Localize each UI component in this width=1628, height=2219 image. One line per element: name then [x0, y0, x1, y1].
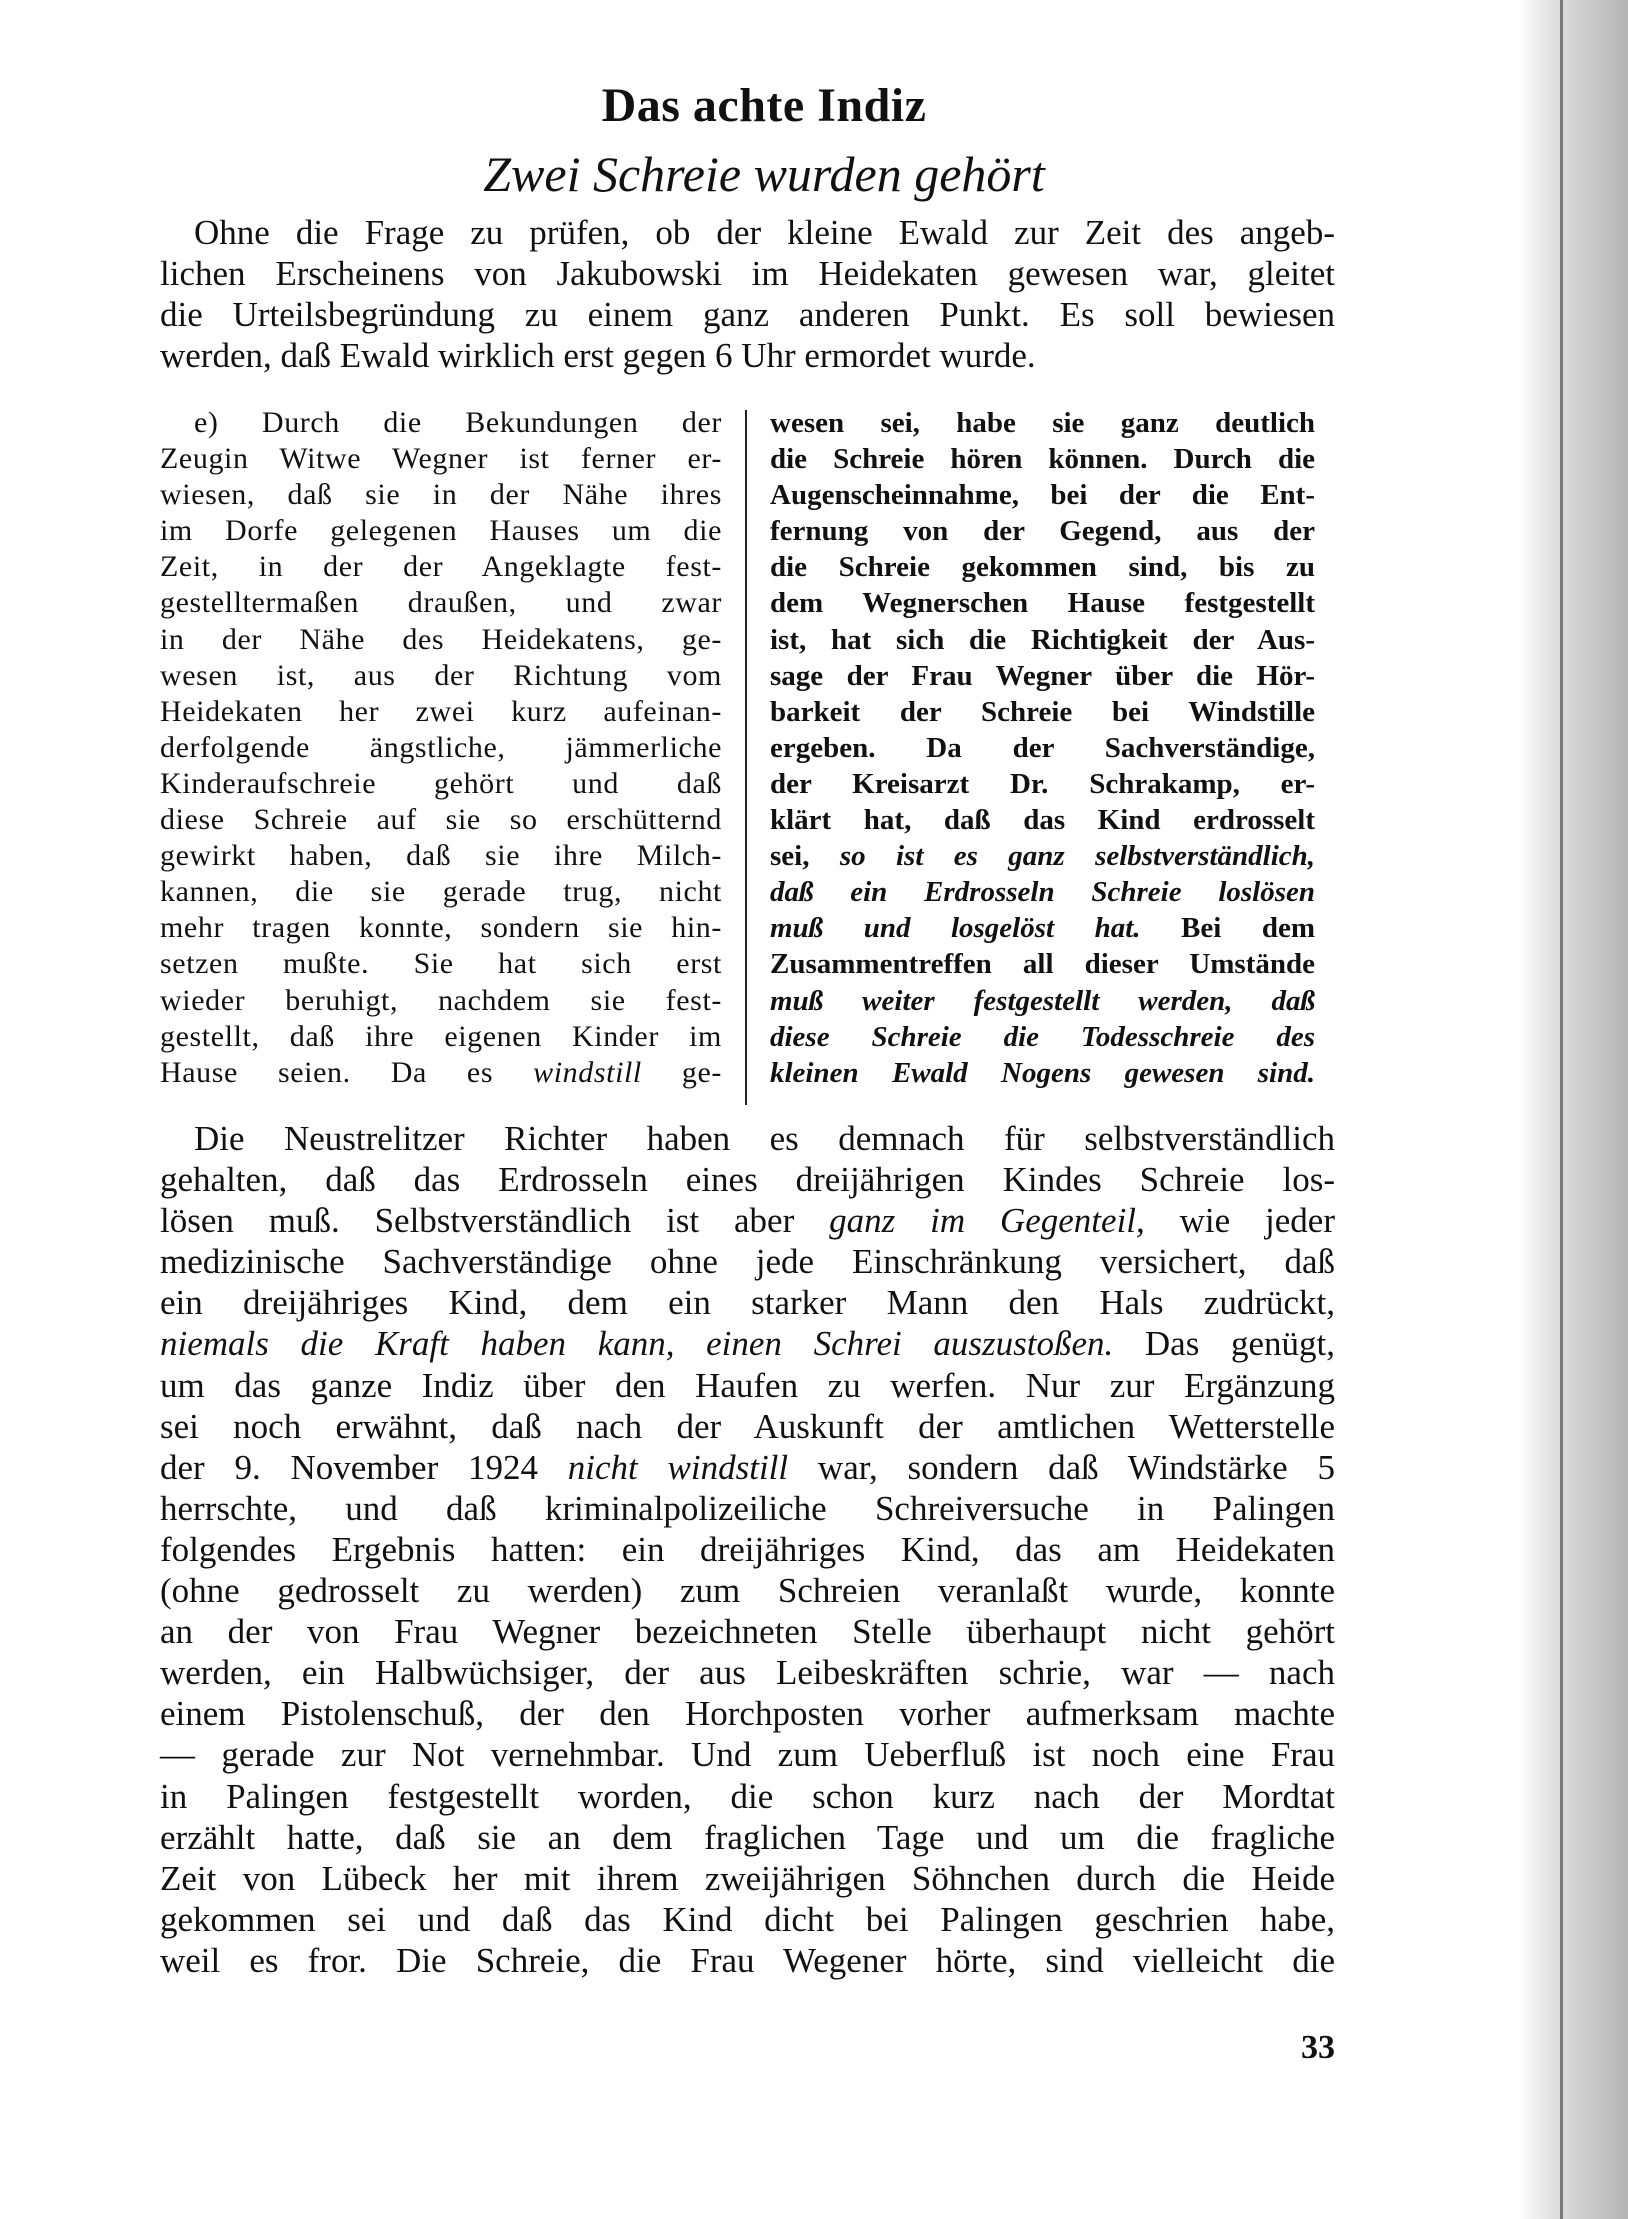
- quote-line: wesen sei, habe sie ganz deutlich: [770, 407, 1315, 439]
- body-line: Die Neustrelitzer Richter haben es demnach für selbstverständlich: [194, 1119, 1335, 1158]
- body-line: ein dreijähriges Kind, dem ein starker Mann den Hals zudrückt,: [160, 1283, 1335, 1323]
- body-line: (ohne gedrosselt zu werden) zum Schreien veranlaßt wurde, konnte: [160, 1571, 1335, 1611]
- body-line: weil es fror. Die Schreie, die Frau Wegener hörte, sind vielleicht die: [160, 1940, 1335, 1980]
- body-line: sei noch erwähnt, daß nach der Auskunft der amtlichen Wetterstelle: [160, 1406, 1335, 1446]
- intro-paragraph: [160, 212, 1335, 376]
- italic-run: nicht windstill: [567, 1447, 789, 1487]
- body-line: herrschte, und daß kriminalpolizeiliche Schreiversuche in Palingen: [160, 1488, 1335, 1528]
- text-run: Das genügt,: [1113, 1324, 1335, 1364]
- italic-run: kleinen Ewald Nogens gewesen sind.: [770, 1056, 1315, 1089]
- body-line: um das ganze Indiz über den Haufen zu werfen. Nur zur Ergänzung: [160, 1365, 1335, 1405]
- quote-left-column: [160, 405, 722, 1091]
- quote-line: wiesen, daß sie in der Nähe ihres: [160, 478, 722, 512]
- quote-line: Kinderaufschreie gehört und daß: [160, 766, 722, 800]
- quote-line: Heidekaten her zwei kurz aufeinan-: [160, 694, 722, 728]
- quote-line: Zeugin Witwe Wegner ist ferner er-: [160, 442, 722, 476]
- text-run: war, sondern daß Windstärke 5: [788, 1447, 1335, 1487]
- quote-line: [770, 838, 1315, 874]
- body-line: werden, ein Halbwüchsiger, der aus Leibeskräften schrie, war — nach: [160, 1653, 1335, 1693]
- quote-line: klärt hat, daß das Kind erdrosselt: [770, 804, 1315, 837]
- intro-line: Ohne die Frage zu prüfen, ob der kleine Ewald zur Zeit des angeb-: [194, 213, 1335, 252]
- intro-line: die Urteilsbegründung zu einem ganz anderen Punkt. Es soll bewiesen: [160, 295, 1335, 334]
- text-run: sei,: [770, 840, 840, 873]
- quote-line: [770, 910, 1315, 946]
- chapter-subtitle: Zwei Schreie wurden gehört: [483, 146, 1045, 202]
- quote-line: ist, hat sich die Richtigkeit der Aus-: [770, 623, 1315, 656]
- quote-line: derfolgende ängstliche, jämmerliche: [160, 730, 722, 764]
- quote-line: gestellt, daß ihre eigenen Kinder im: [160, 1019, 722, 1053]
- chapter-title: Das achte Indiz: [601, 79, 927, 132]
- body-line: — gerade zur Not vernehmbar. Und zum Ueberfluß ist noch eine Frau: [160, 1735, 1335, 1775]
- body-line: [160, 1447, 1335, 1488]
- body-line: in Palingen festgestellt worden, die schon kurz nach der Mordtat: [160, 1776, 1335, 1816]
- quote-line: kannen, die sie gerade trug, nicht: [160, 875, 722, 909]
- italic-run: diese Schreie die Todesschreie des: [770, 1020, 1315, 1053]
- quote-line: barkeit der Schreie bei Windstille: [770, 695, 1315, 728]
- body-line: [160, 1200, 1335, 1241]
- quote-line: gestelltermaßen draußen, und zwar: [160, 586, 722, 620]
- italic-run: windstill: [533, 1055, 642, 1089]
- quote-line: ergeben. Da der Sachverständige,: [770, 731, 1315, 764]
- text-run: der 9. November 1924: [160, 1447, 568, 1487]
- quote-line: [770, 1019, 1315, 1055]
- body-line: gehalten, daß das Erdrosseln eines dreijährigen Kindes Schreie los-: [160, 1160, 1335, 1200]
- quote-line: Zeit, in der der Angeklagte fest-: [160, 550, 722, 584]
- scan-edge-shadow: [1518, 0, 1628, 2219]
- quote-line: fernung von der Gegend, aus der: [770, 515, 1315, 548]
- body-line: erzählt hatte, daß sie an dem fraglichen Tage und um die fragliche: [160, 1817, 1335, 1857]
- quote-line: die Schreie gekommen sind, bis zu: [770, 551, 1315, 584]
- quote-line: gewirkt haben, daß sie ihre Milch-: [160, 839, 722, 873]
- quote-line: Augenscheinnahme, bei der die Ent-: [770, 479, 1315, 512]
- italic-run: ganz im Gegenteil,: [829, 1201, 1145, 1241]
- text-run: lösen muß. Selbstverständlich ist aber: [160, 1201, 830, 1241]
- quote-line: setzen mußte. Sie hat sich erst: [160, 947, 722, 981]
- quote-line: die Schreie hören können. Durch die: [770, 443, 1315, 476]
- body-line: [160, 1323, 1335, 1364]
- quote-line: sage der Frau Wegner über die Hör-: [770, 659, 1315, 692]
- quote-line: mehr tragen konnte, sondern sie hin-: [160, 911, 722, 945]
- body-line: an der von Frau Wegner bezeichneten Stelle überhaupt nicht gehört: [160, 1612, 1335, 1652]
- intro-line: werden, daß Ewald wirklich erst gegen 6 Uhr ermordet wurde.: [160, 336, 1036, 375]
- scan-edge-line: [1560, 0, 1563, 2219]
- body-paragraph: [160, 1118, 1335, 1981]
- body-line: medizinische Sachverständige ohne jede Einschränkung versichert, daß: [160, 1242, 1335, 1282]
- body-line: folgendes Ergebnis hatten: ein dreijähriges Kind, das am Heidekaten: [160, 1529, 1335, 1569]
- text-run: Bei dem: [1140, 912, 1315, 945]
- quote-line: in der Nähe des Heidekatens, ge-: [160, 622, 722, 656]
- body-line: Zeit von Lübeck her mit ihrem zweijährigen Söhnchen durch die Heide: [160, 1858, 1335, 1898]
- italic-run: niemals die Kraft haben kann, einen Schrei auszustoßen.: [160, 1324, 1114, 1364]
- text-run: Hause seien. Da es: [160, 1055, 534, 1089]
- italic-run: so ist es ganz selbstverständlich,: [839, 840, 1315, 873]
- quote-right-column: [770, 405, 1315, 1091]
- column-divider: [745, 410, 747, 1105]
- quote-line: wieder beruhigt, nachdem sie fest-: [160, 983, 722, 1017]
- italic-run: daß ein Erdrosseln Schreie loslösen: [770, 876, 1315, 909]
- quote-line: dem Wegnerschen Hause festgestellt: [770, 587, 1315, 620]
- quote-line: Zusammentreffen all dieser Umstände: [770, 948, 1315, 981]
- quote-line: [770, 1055, 1315, 1091]
- quote-line: im Dorfe gelegenen Hauses um die: [160, 514, 722, 548]
- italic-run: muß und losgelöst hat.: [770, 912, 1141, 945]
- body-line: gekommen sei und daß das Kind dicht bei Palingen geschrien habe,: [160, 1899, 1335, 1939]
- page-number: 33: [1301, 2029, 1335, 2066]
- quote-line: [160, 1055, 722, 1091]
- text-run: ge-: [641, 1055, 722, 1089]
- body-line: einem Pistolenschuß, der den Horchposten vorher aufmerksam machte: [160, 1694, 1335, 1734]
- text-run: wie jeder: [1144, 1201, 1335, 1241]
- quote-line: der Kreisarzt Dr. Schrakamp, er-: [770, 767, 1315, 800]
- quote-line: [770, 874, 1315, 910]
- quote-line: [770, 983, 1315, 1019]
- quote-line: diese Schreie auf sie so erschütternd: [160, 803, 722, 837]
- quote-line: wesen ist, aus der Richtung vom: [160, 658, 722, 692]
- italic-run: muß weiter festgestellt werden, daß: [770, 984, 1315, 1017]
- intro-line: lichen Erscheinens von Jakubowski im Heidekaten gewesen war, gleitet: [160, 254, 1335, 293]
- quote-line: e) Durch die Bekundungen der: [194, 406, 722, 439]
